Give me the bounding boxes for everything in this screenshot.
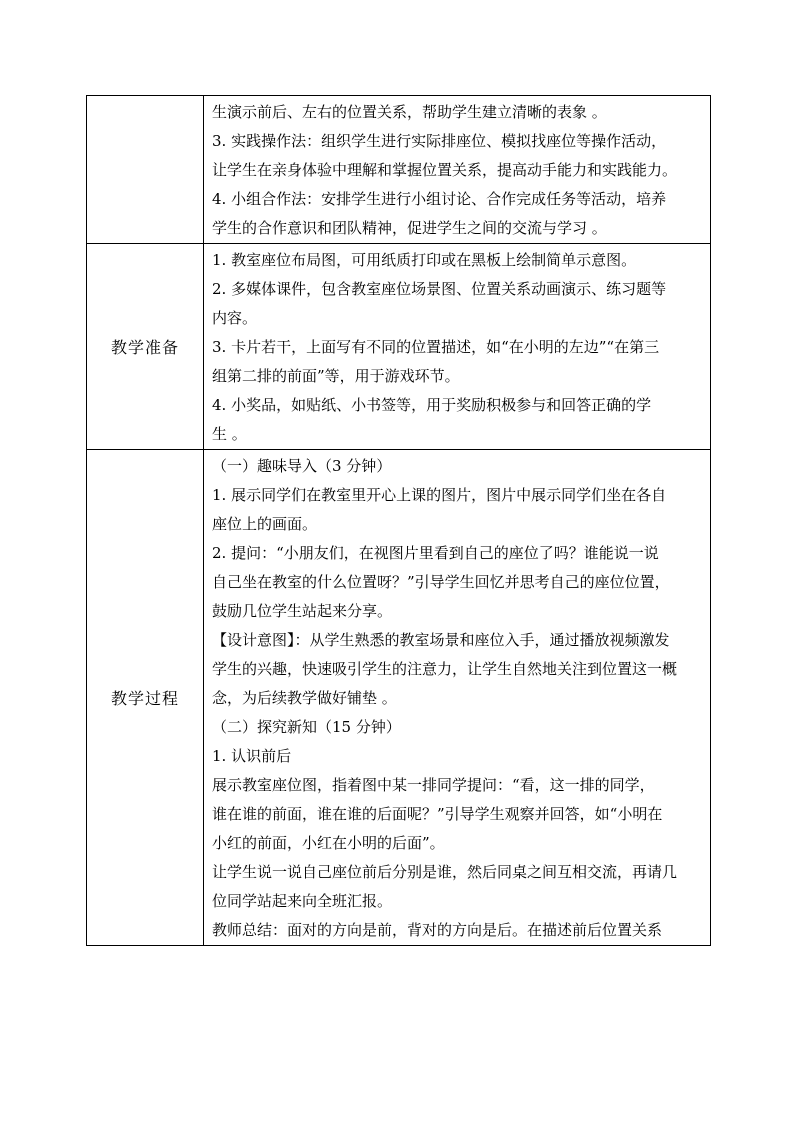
text-line: 让学生在亲身体验中理解和掌握位置关系，提高动手能力和实践能力。 (212, 161, 678, 179)
text-line: 位同学站起来向全班汇报。 (212, 892, 393, 910)
text-line: 组第二排的前面”等，用于游戏环节。 (212, 367, 460, 385)
text-line: 谁在谁的前面，谁在谁的后面呢？”引导学生观察并回答，如“小明在 (212, 805, 663, 823)
text-line: 1. 展示同学们在教室里开心上课的图片，图片中展示同学们坐在各自 (212, 486, 667, 504)
text-line: 小红的前面，小红在小明的后面”。 (212, 834, 445, 852)
text-line: 生演示前后、左右的位置关系，帮助学生建立清晰的表象 。 (212, 103, 607, 121)
text-line: 3. 卡片若干，上面写有不同的位置描述，如“在小明的左边”“在第三 (212, 338, 660, 356)
table-row (87, 450, 711, 946)
row-content-process (204, 450, 711, 946)
text-line: 【设计意图】：从学生熟悉的教室场景和座位入手，通过播放视频激发 (212, 631, 670, 649)
text-line: 念，为后续教学做好铺垫 。 (212, 689, 397, 707)
lesson-plan-table (86, 95, 711, 946)
text-line: 2. 多媒体课件，包含教室座位场景图、位置关系动画演示、练习题等 (212, 280, 667, 298)
table-row (87, 96, 711, 244)
text-line: 内容。 (212, 309, 258, 327)
text-line: （二）探究新知（15 分钟） (212, 718, 401, 736)
row-label-preparation: 教学准备 (87, 244, 204, 450)
text-line: 教师总结：面对的方向是前，背对的方向是后。在描述前后位置关系 (212, 921, 663, 939)
row-content-methods-cont (204, 96, 711, 244)
text-line: 座位上的画面。 (212, 515, 318, 533)
text-line: 1. 教室座位布局图，可用纸质打印或在黑板上绘制简单示意图。 (212, 251, 637, 269)
row-label-methods-cont (87, 96, 204, 244)
row-content-preparation (204, 244, 711, 450)
text-line: 4. 小组合作法：安排学生进行小组讨论、合作完成任务等活动，培养 (212, 190, 667, 208)
text-line: 4. 小奖品，如贴纸、小书签等，用于奖励积极参与和回答正确的学 (212, 396, 652, 414)
table-row (87, 244, 711, 450)
text-line: 学生的合作意识和团队精神，促进学生之间的交流与学习 。 (212, 219, 607, 237)
text-line: 让学生说一说自己座位前后分别是谁，然后同桌之间互相交流，再请几 (212, 863, 678, 881)
text-line: 2. 提问：“小朋友们，在视图片里看到自己的座位了吗？谁能说一说 (212, 544, 659, 562)
text-line: 3. 实践操作法：组织学生进行实际排座位、模拟找座位等操作活动， (212, 132, 667, 150)
text-line: 1. 认识前后 (212, 747, 292, 765)
text-line: 自己坐在教室的什么位置呀？”引导学生回忆并思考自己的座位位置， (212, 573, 670, 591)
text-line: 展示教室座位图，指着图中某一排同学提问：“看，这一排的同学， (212, 776, 655, 794)
text-line: （一）趣味导入（3 分钟） (212, 457, 392, 475)
row-label-process: 教学过程 (87, 450, 204, 946)
text-line: 学生的兴趣，快速吸引学生的注意力，让学生自然地关注到位置这一概 (212, 660, 678, 678)
text-line: 鼓励几位学生站起来分享。 (212, 602, 393, 620)
text-line: 生 。 (212, 425, 247, 443)
